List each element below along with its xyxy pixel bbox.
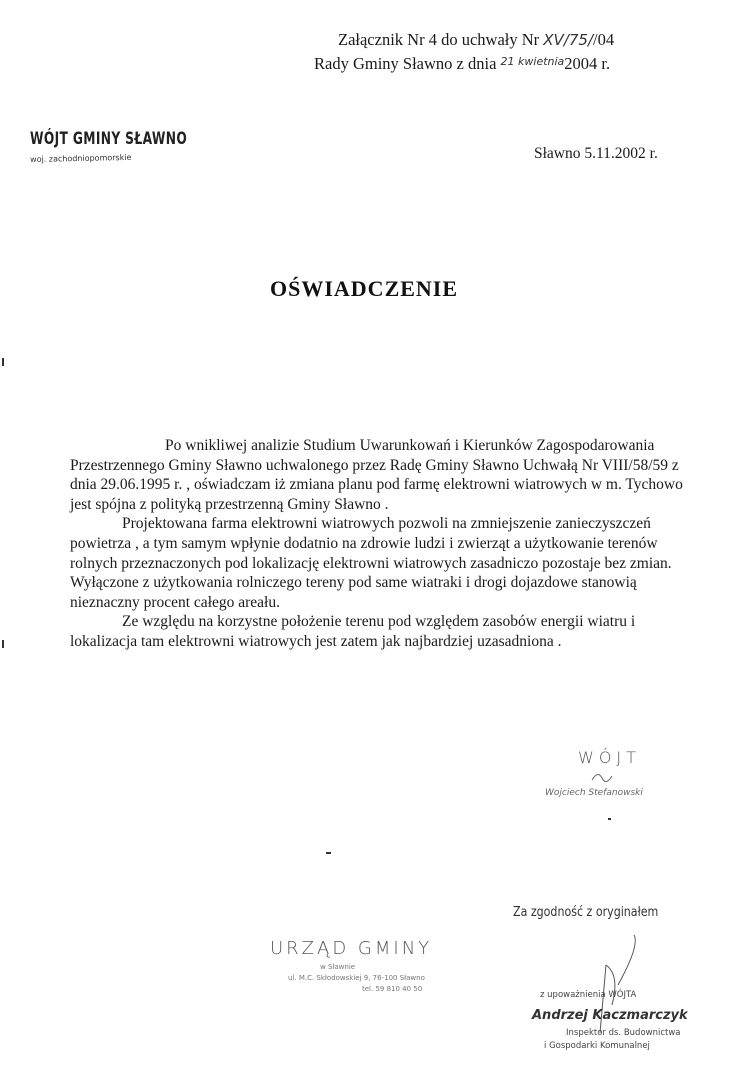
signature-scribble-icon xyxy=(590,768,620,786)
paragraph-1: Po wnikliwej analizie Studium Uwarunkowań i Kierunków Zagospodarowania Przestrzennego Gminy Sławno uchwalonego przez Radę Gminy Sławno Uchwałą Nr VIII/58/59 z dnia 29.06.1995 r. , oświadczam iż zmiana planu pod farmę elektrowni wiatrowych w m. Tychowo jest spójna z polityką przestrzenną Gminy Sławno . xyxy=(70,437,683,513)
office-stamp xyxy=(270,938,432,993)
attachment-prefix: Załącznik Nr 4 do uchwały Nr xyxy=(338,30,540,49)
place-date: Sławno 5.11.2002 r. xyxy=(534,145,658,162)
office-stamp-line2: ul. M.C. Skłodowskiej 9, 76-100 Sławno xyxy=(288,974,425,982)
wojt-stamp-title: WÓJT xyxy=(578,748,641,767)
attachment-reference-line2 xyxy=(314,54,610,74)
council-suffix: 2004 r. xyxy=(564,54,611,73)
letterhead-logo xyxy=(30,129,248,164)
office-stamp-title: URZĄD GMINY xyxy=(270,938,433,959)
certification-role: z upoważnienia WÓJTA xyxy=(540,990,637,1000)
council-prefix: Rady Gminy Sławno z dnia xyxy=(314,54,497,73)
paragraph-3: Ze względu na korzystne położenie terenu pod względem zasobów energii wiatru i lokalizacja tam elektrowni wiatrowych jest zatem jak najbardziej uzasadniona . xyxy=(70,613,636,650)
document-title: OŚWIADCZENIE xyxy=(270,276,459,301)
certification-note: Za zgodność z oryginałem xyxy=(513,905,659,920)
page-mark xyxy=(326,852,331,854)
stamp-speck xyxy=(608,818,611,820)
margin-mark xyxy=(2,640,4,648)
margin-mark xyxy=(2,358,4,366)
logo-subtitle: woj. zachodniopomorskie xyxy=(30,152,132,164)
office-stamp-line3: tel. 59 810 40 50 xyxy=(362,985,423,993)
signature-scribble-icon xyxy=(560,925,680,1045)
wojt-name: Wojciech Stefanowski xyxy=(545,788,643,798)
office-stamp-line1: w Sławnie xyxy=(320,963,356,971)
logo-title: WÓJT GMINY SŁAWNO xyxy=(30,129,188,149)
statement-body xyxy=(70,436,700,652)
handwritten-resolution-number: XV/75/ xyxy=(543,31,593,49)
certification-position1: Inspektor ds. Budownictwa xyxy=(566,1028,681,1038)
attachment-reference-line1 xyxy=(338,30,614,50)
attachment-suffix: /04 xyxy=(593,30,615,49)
certification-position2: i Gospodarki Komunalnej xyxy=(544,1041,650,1051)
certification-name: Andrzej Kaczmarczyk xyxy=(532,1008,688,1023)
paragraph-2: Projektowana farma elektrowni wiatrowych pozwoli na zmniejszenie zanieczyszczeń powietrza , a tym samym wpłynie dodatnio na zdrowie ludzi i zwierząt a użytkowanie terenów rolnych przeznaczonych pod lokalizację elektrowni wiatrowych zasadniczo pozostaje bez zmian. Wyłączone z użytkowania rolniczego tereny pod same wiatraki i drogi dojazdowe stanowią nieznaczny procent całego areału. xyxy=(70,515,672,611)
handwritten-date: 21 kwietnia xyxy=(500,55,565,68)
